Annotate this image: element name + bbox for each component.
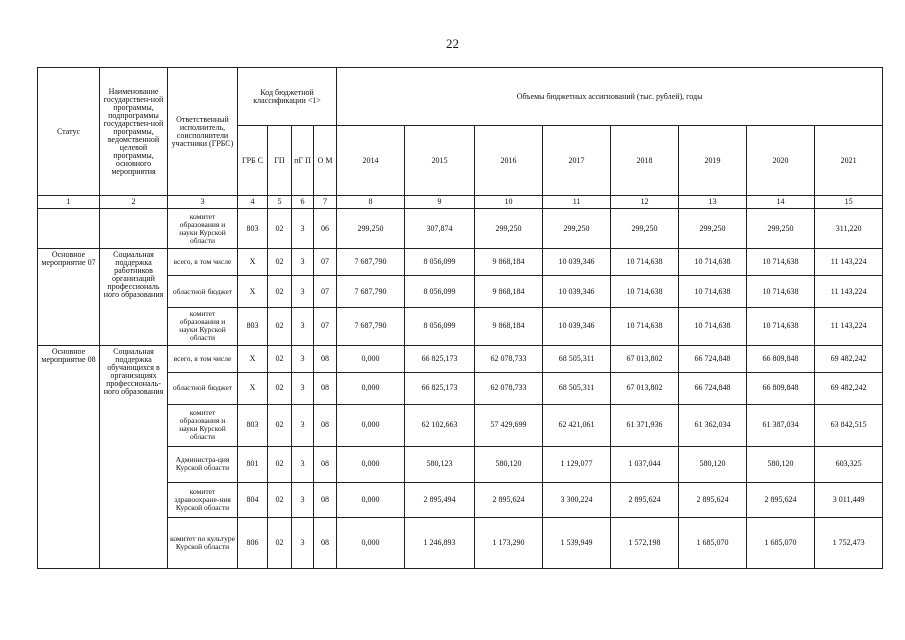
value-cell: 3 300,224 (543, 482, 611, 518)
responsible-cell: комитет по культуре Курской области (168, 518, 238, 569)
value-cell: 10 714,638 (611, 249, 679, 276)
status-cell: Основное мероприятие 08 (38, 345, 100, 568)
table-row (38, 345, 883, 372)
budget-code-header: Код бюджетной классификации <1> (238, 68, 337, 126)
value-cell: 10 714,638 (747, 276, 815, 308)
value-cell: 1 685,070 (679, 518, 747, 569)
value-cell: 1 572,198 (611, 518, 679, 569)
column-number: 3 (168, 196, 238, 209)
responsible-cell: всего, в том числе (168, 249, 238, 276)
code-cell: 07 (314, 307, 337, 345)
table-row (38, 209, 883, 249)
value-cell: 62 078,733 (475, 345, 543, 372)
value-cell: 2 895,624 (679, 482, 747, 518)
code-cell: 02 (268, 209, 292, 249)
column-number: 9 (405, 196, 475, 209)
value-cell: 10 714,638 (611, 307, 679, 345)
code-cell: 08 (314, 404, 337, 446)
value-cell: 299,250 (475, 209, 543, 249)
table-header (38, 68, 883, 209)
responsible-cell: комитет образования и науки Курской области (168, 209, 238, 249)
code-cell: 08 (314, 345, 337, 372)
code-cell: X (238, 345, 268, 372)
value-cell: 9 868,184 (475, 276, 543, 308)
volumes-header: Объемы бюджетных ассигнований (тыс. рублей), годы (337, 68, 883, 126)
code-cell: 02 (268, 276, 292, 308)
code-col-header: ГП (268, 126, 292, 196)
name-cell: Социальная поддержка работников организаций профессиональ ного образования (100, 249, 168, 346)
value-cell: 61 387,034 (747, 404, 815, 446)
value-cell: 299,250 (611, 209, 679, 249)
code-cell: 02 (268, 518, 292, 569)
value-cell: 10 039,346 (543, 307, 611, 345)
responsible-cell: Администра-ция Курской области (168, 446, 238, 482)
value-cell: 0,000 (337, 373, 405, 405)
value-cell: 1 129,077 (543, 446, 611, 482)
value-cell: 307,874 (405, 209, 475, 249)
code-cell: 3 (292, 373, 314, 405)
value-cell: 66 825,173 (405, 373, 475, 405)
column-number: 6 (292, 196, 314, 209)
value-cell: 1 539,949 (543, 518, 611, 569)
code-cell: 3 (292, 404, 314, 446)
year-header: 2021 (815, 126, 883, 196)
code-cell: 08 (314, 446, 337, 482)
column-number: 7 (314, 196, 337, 209)
value-cell: 580,120 (475, 446, 543, 482)
value-cell: 66 724,848 (679, 373, 747, 405)
value-cell: 10 039,346 (543, 249, 611, 276)
code-cell: 02 (268, 249, 292, 276)
value-cell: 10 714,638 (747, 249, 815, 276)
value-cell: 0,000 (337, 482, 405, 518)
value-cell: 69 482,242 (815, 373, 883, 405)
column-number: 12 (611, 196, 679, 209)
code-cell: 3 (292, 446, 314, 482)
code-cell: 806 (238, 518, 268, 569)
column-number: 10 (475, 196, 543, 209)
code-cell: 07 (314, 249, 337, 276)
value-cell: 66 825,173 (405, 345, 475, 372)
value-cell: 580,120 (679, 446, 747, 482)
name-header: Наименование государствен-ной программы, подпрограммы государствен-ной программы, ведомственной целевой программы, основного мероприятия (100, 68, 168, 196)
value-cell: 66 809,848 (747, 345, 815, 372)
responsible-cell: комитет образования и науки Курской области (168, 307, 238, 345)
code-cell: 3 (292, 518, 314, 569)
code-cell: 3 (292, 249, 314, 276)
responsible-cell: комитет образования и науки Курской области (168, 404, 238, 446)
status-cell: Основное мероприятие 07 (38, 249, 100, 346)
column-number: 1 (38, 196, 100, 209)
responsible-cell: комитет здравоохране-ния Курской области (168, 482, 238, 518)
value-cell: 0,000 (337, 518, 405, 569)
code-cell: 08 (314, 518, 337, 569)
code-cell: 02 (268, 307, 292, 345)
value-cell: 67 013,802 (611, 345, 679, 372)
value-cell: 580,123 (405, 446, 475, 482)
status-cell (38, 209, 100, 249)
code-cell: 3 (292, 209, 314, 249)
value-cell: 10 039,346 (543, 276, 611, 308)
page-number: 22 (446, 36, 459, 51)
value-cell: 7 687,790 (337, 307, 405, 345)
budget-table (37, 67, 883, 569)
value-cell: 62 078,733 (475, 373, 543, 405)
value-cell: 68 505,311 (543, 345, 611, 372)
value-cell: 10 714,638 (679, 276, 747, 308)
value-cell: 299,250 (543, 209, 611, 249)
value-cell: 9 868,184 (475, 249, 543, 276)
value-cell: 2 895,494 (405, 482, 475, 518)
value-cell: 2 895,624 (475, 482, 543, 518)
value-cell: 10 714,638 (679, 249, 747, 276)
value-cell: 0,000 (337, 345, 405, 372)
code-cell: 3 (292, 345, 314, 372)
code-col-header: ГРБ С (238, 126, 268, 196)
value-cell: 11 143,224 (815, 307, 883, 345)
value-cell: 9 868,184 (475, 307, 543, 345)
code-cell: 3 (292, 482, 314, 518)
code-cell: 804 (238, 482, 268, 518)
year-header: 2016 (475, 126, 543, 196)
code-cell: X (238, 373, 268, 405)
value-cell: 62 421,061 (543, 404, 611, 446)
value-cell: 3 011,449 (815, 482, 883, 518)
value-cell: 8 056,099 (405, 249, 475, 276)
name-cell: Социальная поддержка обучающихся в организациях профессиональ-ного образования (100, 345, 168, 568)
table-body (38, 209, 883, 569)
value-cell: 1 037,044 (611, 446, 679, 482)
value-cell: 2 895,624 (611, 482, 679, 518)
code-cell: 08 (314, 373, 337, 405)
column-number-row (38, 196, 883, 209)
code-cell: 3 (292, 276, 314, 308)
responsible-cell: областной бюджет (168, 276, 238, 308)
value-cell: 63 842,515 (815, 404, 883, 446)
value-cell: 580,120 (747, 446, 815, 482)
value-cell: 68 505,311 (543, 373, 611, 405)
value-cell: 2 895,624 (747, 482, 815, 518)
value-cell: 1 173,290 (475, 518, 543, 569)
code-cell: 02 (268, 446, 292, 482)
value-cell: 299,250 (337, 209, 405, 249)
value-cell: 7 687,790 (337, 276, 405, 308)
value-cell: 10 714,638 (679, 307, 747, 345)
column-number: 8 (337, 196, 405, 209)
column-number: 13 (679, 196, 747, 209)
value-cell: 66 809,848 (747, 373, 815, 405)
column-number: 4 (238, 196, 268, 209)
value-cell: 299,250 (679, 209, 747, 249)
code-cell: 02 (268, 345, 292, 372)
table-row (38, 249, 883, 276)
code-cell: 3 (292, 307, 314, 345)
code-cell: 08 (314, 482, 337, 518)
year-header: 2015 (405, 126, 475, 196)
code-cell: X (238, 276, 268, 308)
code-cell: 06 (314, 209, 337, 249)
column-number: 2 (100, 196, 168, 209)
value-cell: 7 687,790 (337, 249, 405, 276)
value-cell: 57 429,699 (475, 404, 543, 446)
code-cell: 803 (238, 209, 268, 249)
value-cell: 0,000 (337, 404, 405, 446)
value-cell: 10 714,638 (611, 276, 679, 308)
column-number: 14 (747, 196, 815, 209)
value-cell: 603,325 (815, 446, 883, 482)
value-cell: 1 246,893 (405, 518, 475, 569)
value-cell: 8 056,099 (405, 307, 475, 345)
code-cell: 07 (314, 276, 337, 308)
year-header: 2020 (747, 126, 815, 196)
value-cell: 11 143,224 (815, 249, 883, 276)
column-number: 11 (543, 196, 611, 209)
status-header: Статус (38, 68, 100, 196)
value-cell: 10 714,638 (747, 307, 815, 345)
year-header: 2019 (679, 126, 747, 196)
code-cell: 02 (268, 373, 292, 405)
code-cell: 801 (238, 446, 268, 482)
year-header: 2017 (543, 126, 611, 196)
code-cell: 02 (268, 482, 292, 518)
column-number: 15 (815, 196, 883, 209)
value-cell: 0,000 (337, 446, 405, 482)
year-header: 2014 (337, 126, 405, 196)
value-cell: 1 685,070 (747, 518, 815, 569)
value-cell: 66 724,848 (679, 345, 747, 372)
code-cell: 803 (238, 307, 268, 345)
value-cell: 61 362,034 (679, 404, 747, 446)
code-col-header: пГ П (292, 126, 314, 196)
name-cell (100, 209, 168, 249)
code-cell: 02 (268, 404, 292, 446)
code-col-header: О М (314, 126, 337, 196)
value-cell: 67 013,802 (611, 373, 679, 405)
value-cell: 8 056,099 (405, 276, 475, 308)
code-cell: X (238, 249, 268, 276)
value-cell: 69 482,242 (815, 345, 883, 372)
column-number: 5 (268, 196, 292, 209)
responsible-cell: областной бюджет (168, 373, 238, 405)
value-cell: 311,220 (815, 209, 883, 249)
responsible-cell: всего, в том числе (168, 345, 238, 372)
year-header: 2018 (611, 126, 679, 196)
value-cell: 61 371,936 (611, 404, 679, 446)
value-cell: 11 143,224 (815, 276, 883, 308)
code-cell: 803 (238, 404, 268, 446)
responsible-header: Ответственный исполнитель, соисполнители участники (ГРБС) (168, 68, 238, 196)
value-cell: 299,250 (747, 209, 815, 249)
value-cell: 62 102,663 (405, 404, 475, 446)
value-cell: 1 752,473 (815, 518, 883, 569)
